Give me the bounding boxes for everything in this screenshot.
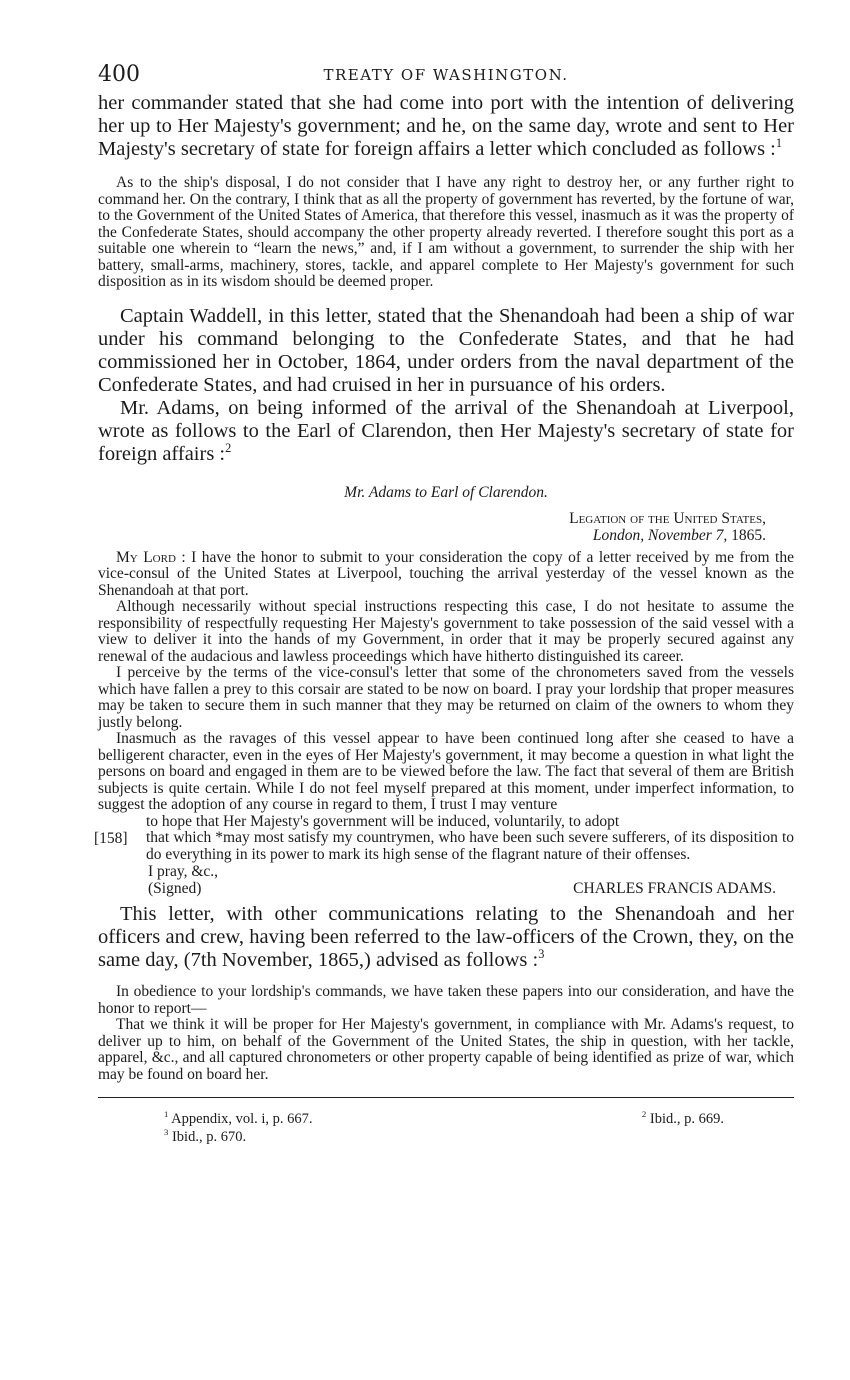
footnote-3: $^3$ Ibid., p. 670. — [164, 1127, 247, 1145]
dateline-year: 1865. — [731, 526, 766, 544]
letter-paragraph: I perceive by the terms of the vice-consul's letter that some of the chronometers saved from the vessels which have fallen a prey to this corsair are stated to be now on board. I pray your lordship that proper measures may be taken to secure them in such manner that they may be returned on claim of the owners to whom they justly belong. — [98, 664, 794, 731]
letter-dateline — [98, 510, 766, 544]
footnote-ref: 1 — [775, 136, 783, 151]
letter-paragraph — [98, 550, 794, 600]
original-page-marker: [158] — [94, 830, 128, 847]
salutation: My Lord — [116, 548, 176, 566]
opinion-paragraph: In obedience to your lordship's commands, we have taken these papers into our consideration, and have the honor to report— — [98, 983, 794, 1017]
page-header — [98, 58, 794, 92]
signature-row — [98, 880, 794, 897]
body-paragraph — [98, 397, 794, 466]
dateline-place: London, November 7, — [592, 526, 728, 544]
page-break-line — [94, 829, 794, 863]
footnote-row — [164, 1110, 724, 1128]
letter-paragraph-continued: that which *may most satisfy my countrymen, who have been such severe sufferers, of its disposition to do everything in its power to mark its high sense of the flagrant nature of their offenses. — [146, 829, 794, 863]
dateline-legation: Legation of the United States, — [569, 509, 766, 527]
footnote-ref: 2 — [225, 440, 232, 455]
page-number: 400 — [98, 62, 140, 87]
running-title: TREATY OF WASHINGTON. — [323, 66, 569, 84]
letter-paragraph: Although necessarily without special instructions respecting this case, I do not hesitate to assume the responsibility of respectfully requesting Her Majesty's government to take possession of the said vessel with a view to deliver it into the hands of my Government, in order that it may be properly secured against any renewal of the audacious and lawless proceedings which have hitherto distinguished its career. — [98, 598, 794, 665]
paragraph-text: Mr. Adams, on being informed of the arrival of the Shenandoah at Liverpool, wrote as follows to the Earl of Clarendon, then Her Majesty's secretary of state for foreign affairs : — [98, 396, 794, 465]
quoted-letter-extract: As to the ship's disposal, I do not consider that I have any right to destroy her, or any further right to command her. On the contrary, I think that as all the property of government has reverted, by the fortune of war, to the Government of the United States of America, that therefore this vessel, inasmuch as it was the property of the Confederate States, should accompany the other property already reverted. I therefore sought this port as a suitable one wherein to “learn the news,” and, if I am without a government, to surrender the ship with her battery, small-arms, machinery, stores, tackle, and apparel complete to Her Majesty's government for such disposition as in its wisdom should be deemed proper. — [98, 174, 794, 290]
body-paragraph — [98, 903, 794, 972]
body-paragraph: Captain Waddell, in this letter, stated that the Shenandoah had been a ship of war under his command belonging to the Confederate States, and that he had commissioned her in October, 1864, under orders from the naval department of the Confederate States, and had cruised in her in pursuance of his orders. — [98, 304, 794, 396]
letter-paragraph-continued: to hope that Her Majesty's government will be induced, voluntarily, to adopt — [146, 812, 620, 830]
footnote-1: $^1$ Appendix, vol. i, p. 667. — [164, 1109, 313, 1127]
paragraph-text: her commander stated that she had come into port with the intention of delivering her up to Her Majesty's government; and he, on the same day, wrote and sent to Her Majesty's secretary of state for foreign affairs a letter which concluded as follows : — [98, 92, 794, 160]
letter-closing: I pray, &c., — [148, 863, 219, 880]
footnote-divider — [98, 1097, 794, 1098]
dateline-place-date — [98, 527, 766, 544]
document-page — [94, 58, 794, 1146]
signed-label: (Signed) — [148, 880, 202, 897]
paragraph-text: : I have the honor to submit to your consideration the copy of a letter received by me from the vice-consul of the United States at Liverpool, touching the arrival yesterday of the vessel known as the Shenandoah at that port. — [98, 548, 794, 599]
footnote-ref: 3 — [538, 947, 545, 962]
signatory-name: CHARLES FRANCIS ADAMS. — [573, 880, 776, 897]
opinion-paragraph: That we think it will be proper for Her Majesty's government, in compliance with Mr. Adams's request, to deliver up to him, on behalf of the Government of the United States, the ship in question, with her tackle, apparel, &c., and all captured chronometers or other property capable of being identified as prize of war, which may be found on board her. — [98, 1016, 794, 1083]
footnote-2: $^2$ Ibid., p. 669. — [641, 1109, 724, 1127]
body-paragraph — [98, 92, 794, 161]
footnotes — [98, 1110, 794, 1146]
letter-paragraph: Inasmuch as the ravages of this vessel appear to have been continued long after she ceased to have a belligerent character, even in the eyes of Her Majesty's government, it may become a question in what light the persons on board and engaged in them are to be viewed before the law. The fact that several of them are British subjects is quite certain. While I do not feel myself prepared at this moment, under imperfect information, to suggest the adoption of any course in regard to them, I trust I may venture — [98, 730, 794, 813]
letter-heading: Mr. Adams to Earl of Clarendon. — [344, 483, 548, 501]
paragraph-text: This letter, with other communications relating to the Shenandoah and her officers and crew, having been referred to the law-officers of the Crown, they, on the same day, (7th November, 1865,) advised as follows : — [98, 903, 794, 971]
